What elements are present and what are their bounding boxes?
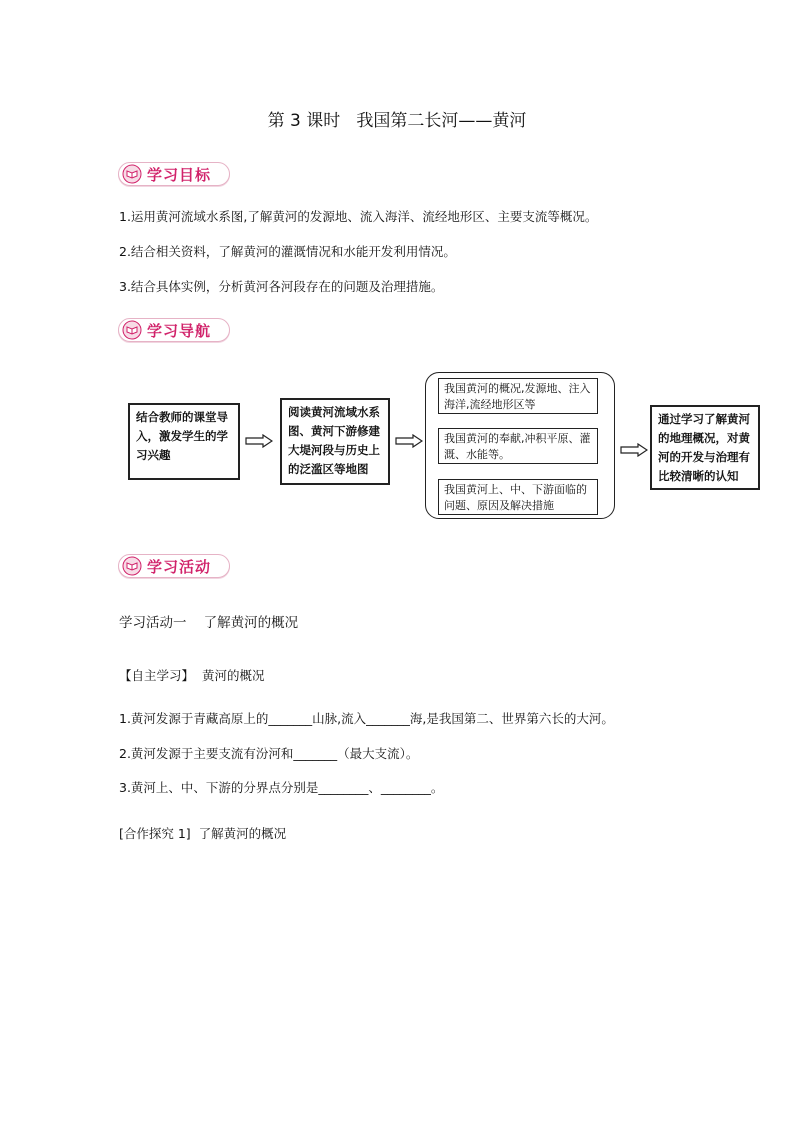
- flow-item-3: 我国黄河上、中、下游面临的问题、原因及解决措施: [438, 479, 598, 515]
- goal-3: 3.结合具体实例，分析黄河各河段存在的问题及治理措施。: [119, 279, 444, 294]
- self-study-heading: 【自主学习】 黄河的概况: [119, 668, 265, 683]
- question-2: 2.黄河发源于主要支流有汾河和_______（最大支流）。: [119, 746, 419, 761]
- section-badge-activity: [118, 554, 230, 578]
- section-badge-nav: [118, 318, 230, 342]
- flow-step-4: 通过学习了解黄河的地理概况，对黄河的开发与治理有比较清晰的认知: [650, 405, 760, 490]
- flow-step-2: 阅读黄河流域水系图、黄河下游修建大堤河段与历史上的泛滥区等地图: [280, 398, 390, 485]
- activity-heading: 学习活动一 了解黄河的概况: [119, 615, 299, 631]
- page-title: 第 3 课时 我国第二长河——黄河: [267, 111, 527, 131]
- flow-item-1: 我国黄河的概况,发源地、注入海洋,流经地形区等: [438, 378, 598, 414]
- hollow-arrow-icon: [395, 434, 423, 448]
- hollow-arrow-icon: [245, 434, 273, 448]
- section-title-nav: 学习导航: [147, 322, 212, 340]
- flow-item-2: 我国黄河的奉献,冲积平原、灌溉、水能等。: [438, 428, 598, 464]
- section-title-activity: 学习活动: [147, 558, 212, 576]
- question-1: 1.黄河发源于青藏高原上的_______山脉,流入_______海,是我国第二、世界第六长的大河。: [119, 711, 614, 726]
- coop-heading: [合作探究 1] 了解黄河的概况: [119, 826, 287, 841]
- book-icon: [122, 556, 142, 576]
- question-3: 3.黄河上、中、下游的分界点分别是________、________。: [119, 780, 444, 795]
- section-title-goals: 学习目标: [147, 166, 212, 184]
- book-icon: [122, 320, 142, 340]
- hollow-arrow-icon: [620, 443, 648, 457]
- flow-step-1: 结合教师的课堂导入，激发学生的学习兴趣: [128, 403, 240, 480]
- book-icon: [122, 164, 142, 184]
- goal-2: 2.结合相关资料，了解黄河的灌溉情况和水能开发利用情况。: [119, 244, 456, 259]
- goal-1: 1.运用黄河流域水系图,了解黄河的发源地、流入海洋、流经地形区、主要支流等概况。: [119, 209, 598, 224]
- section-badge-goals: [118, 162, 230, 186]
